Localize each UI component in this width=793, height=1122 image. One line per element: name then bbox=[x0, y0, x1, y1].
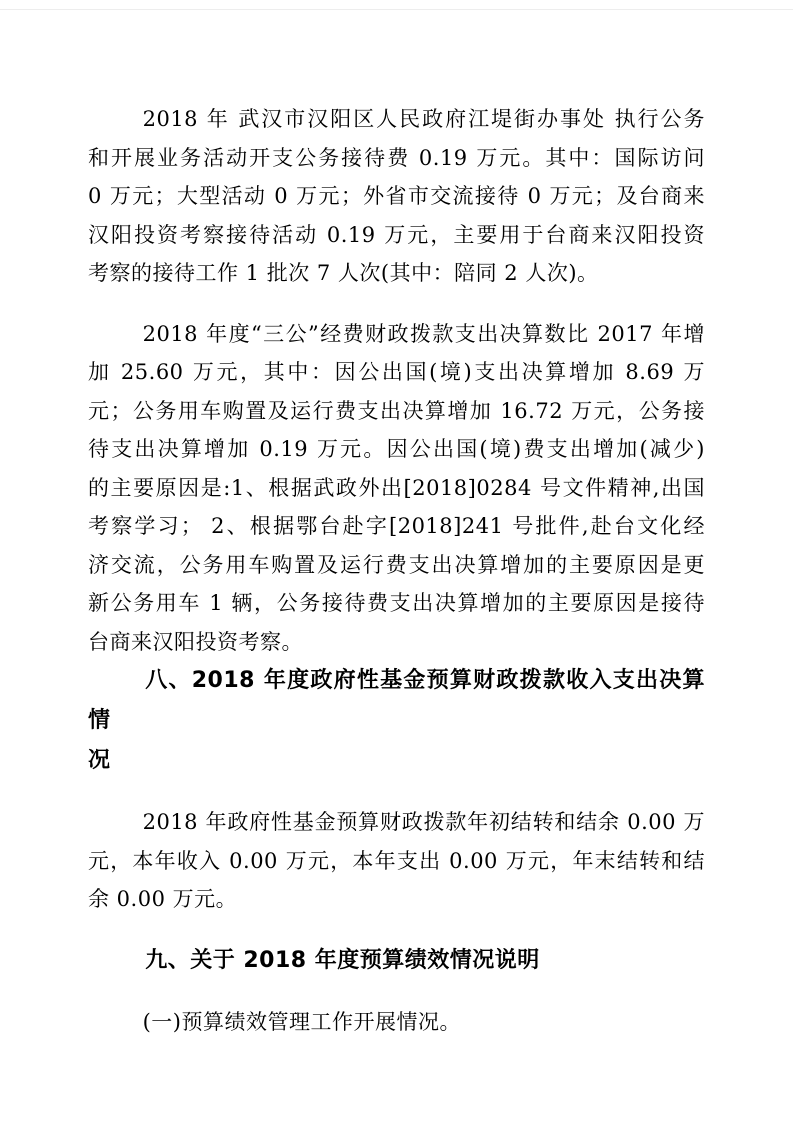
text-line: (一)预算绩效管理工作开展情况。 bbox=[142, 1009, 461, 1034]
text-line: 2018 年政府性基金预算财政拨款年初结转和结余 0.00 万 bbox=[142, 810, 705, 834]
text-line: 台商来汉阳投资考察。 bbox=[88, 629, 303, 654]
text-line: 考察学习； 2、根据鄂台赴字[2018]241 号批件,赴台文化经 bbox=[88, 514, 705, 538]
text-line: 加 25.60 万元，其中：因公出国(境)支出决算增加 8.69 万 bbox=[88, 360, 705, 384]
text-line: 元；公务用车购置及运行费支出决算增加 16.72 万元，公务接 bbox=[88, 398, 705, 423]
heading-section-eight bbox=[88, 661, 705, 781]
text-line: 和开展业务活动开支公务接待费 0.19 万元。其中：国际访问 bbox=[88, 145, 705, 170]
paragraph-official-reception-expense bbox=[88, 100, 705, 293]
text-line: 考察的接待工作 1 批次 7 人次(其中：陪同 2 人次)。 bbox=[88, 261, 599, 285]
text-line: 况 bbox=[88, 748, 111, 773]
text-line: 汉阳投资考察接待活动 0.19 万元，主要用于台商来汉阳投资 bbox=[88, 222, 705, 247]
paragraph-performance-management-intro bbox=[88, 1003, 705, 1042]
text-line: 0 万元；大型活动 0 万元；外省市交流接待 0 万元；及台商来 bbox=[88, 184, 705, 208]
text-line: 2018 年度“三公”经费财政拨款支出决算数比 2017 年增 bbox=[142, 321, 705, 346]
text-line: 的主要原因是:1、根据武政外出[2018]0284 号文件精神,出国 bbox=[88, 475, 705, 500]
text-line: 元，本年收入 0.00 万元，本年支出 0.00 万元，年末结转和结 bbox=[88, 848, 705, 873]
text-line: 2018 年 武汉市汉阳区人民政府江堤街办事处 执行公务 bbox=[142, 107, 705, 131]
text-line: 济交流，公务用车购置及运行费支出决算增加的主要原因是更 bbox=[88, 552, 705, 577]
text-line: 新公务用车 1 辆，公务接待费支出决算增加的主要原因是接待 bbox=[88, 591, 705, 615]
text-line: 待支出决算增加 0.19 万元。因公出国(境)费支出增加(减少) bbox=[88, 437, 705, 461]
paragraph-government-fund-budget bbox=[88, 803, 705, 919]
heading-section-nine bbox=[88, 941, 705, 981]
page-top-rule bbox=[0, 9, 793, 10]
text-line: 余 0.00 万元。 bbox=[88, 887, 238, 911]
text-line: 八、2018 年度政府性基金预算财政拨款收入支出决算情 bbox=[88, 668, 705, 733]
paragraph-three-public-funds-change bbox=[88, 315, 705, 662]
text-line: 九、关于 2018 年度预算绩效情况说明 bbox=[145, 947, 540, 973]
